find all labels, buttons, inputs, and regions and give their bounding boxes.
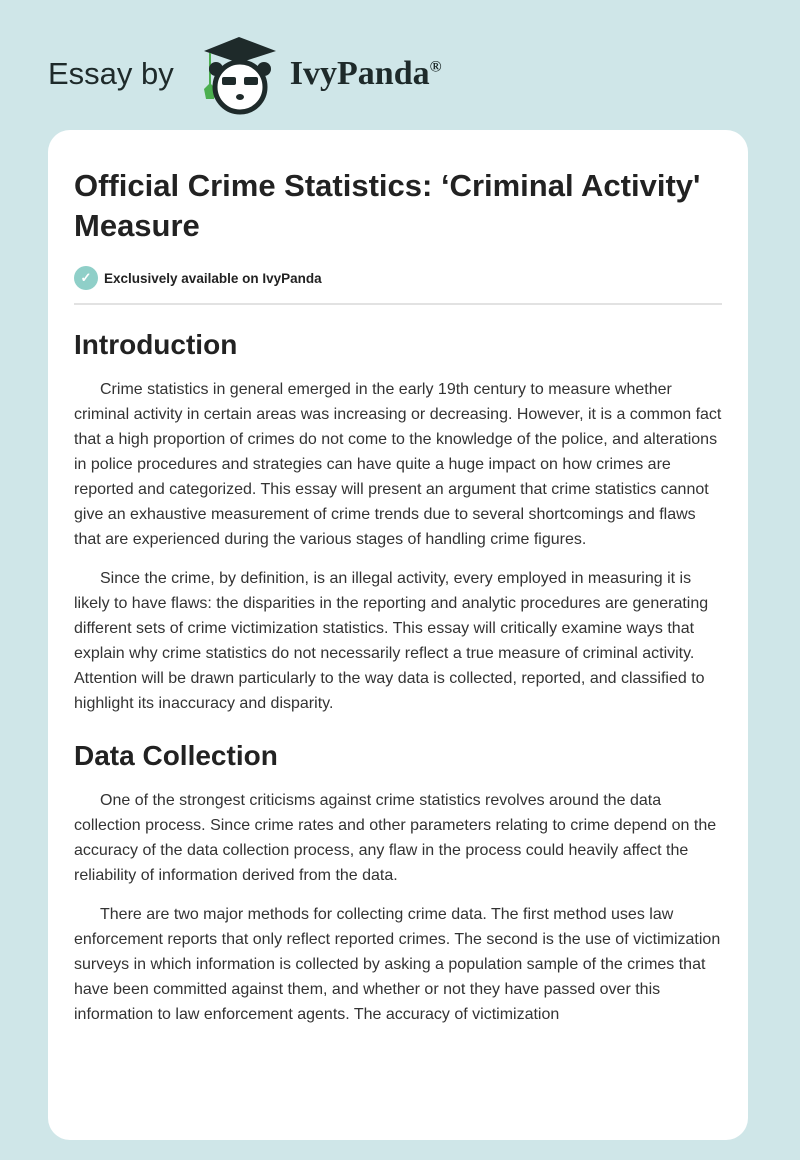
exclusive-badge <box>74 266 722 290</box>
essay-by-label: Essay by <box>48 56 174 91</box>
paragraph: Crime statistics in general emerged in the early 19th century to measure whether criminal activity in certain areas was increasing or decreasing. However, it is a common fact that a high proportion of crimes do not come to the knowledge of the police, and alterations in police procedures and strategies can have quite a huge impact on how crimes are reported and categorized. This essay will present an argument that crime statistics cannot give an exhaustive measurement of crime trends due to several shortcomings and flaws that are experienced during the various stages of handling crime figures. <box>74 381 722 548</box>
paragraph: One of the strongest criticisms against crime statistics revolves around the data collection process. Since crime rates and other parameters relating to crime depend on the accuracy of the data collection process, any flaw in the process could heavily affect the reliability of information derived from the data. <box>74 792 717 884</box>
page-title: Official Crime Statistics: ‘Criminal Activity' Measure <box>74 168 701 243</box>
paragraph: There are two major methods for collecting crime data. The first method uses law enforcement reports that only reflect reported crimes. The second is the use of victimization surveys in which information is collected by asking a population sample of the crimes that have been committed against them, and whether or not they have passed over this information to law enforcement agents. The accuracy of victimization <box>74 906 721 1023</box>
paragraph: Since the crime, by definition, is an illegal activity, every employed in measuring it is likely to have flaws: the disparities in the reporting and analytic procedures are generating different sets of crime victimization statistics. This essay will critically examine ways that explain why crime statistics do not necessarily reflect a true measure of criminal activity. Attention will be drawn particularly to the way data is collected, reported, and classified to highlight its inaccuracy and disparity. <box>74 570 709 712</box>
site-logo[interactable] <box>48 34 442 114</box>
exclusive-label: Exclusively available on IvyPanda <box>104 270 322 286</box>
brand-name: IvyPanda® <box>289 55 442 92</box>
check-icon: ✓ <box>74 266 98 290</box>
section-heading: Introduction <box>74 329 238 360</box>
divider <box>74 303 722 305</box>
section-heading: Data Collection <box>74 740 278 771</box>
panda-logo-icon <box>194 31 280 117</box>
essay-card <box>48 130 748 1140</box>
